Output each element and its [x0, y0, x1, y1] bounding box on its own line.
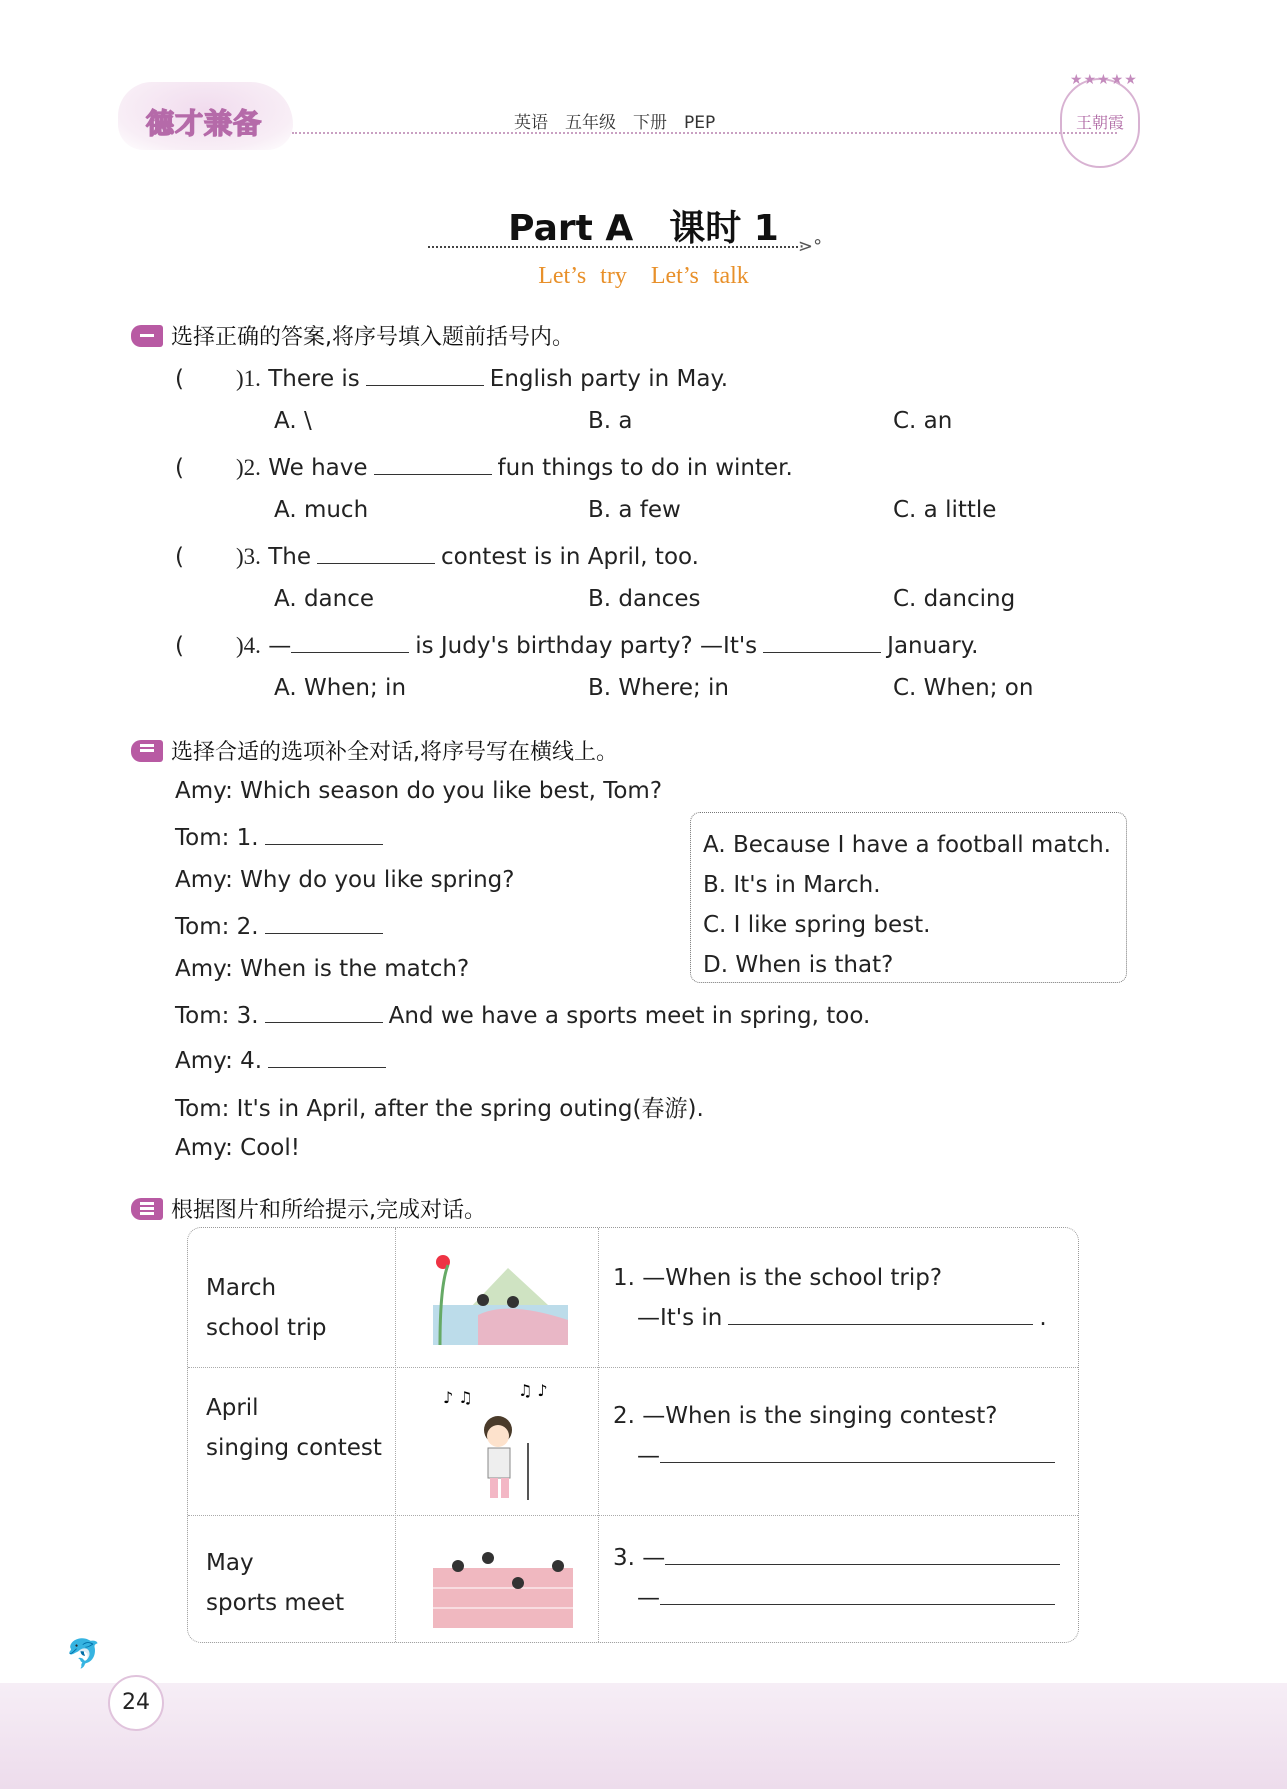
- answer-paren: (: [175, 366, 184, 392]
- question-text: is Judy's birthday party? —It's: [415, 633, 758, 659]
- school-trip-illustration: [428, 1250, 573, 1350]
- question-number: )4.: [235, 633, 261, 658]
- page-number: 24: [108, 1675, 164, 1731]
- dialogue-line: [175, 1135, 300, 1161]
- dialogue-line: [175, 778, 662, 804]
- stars-icon: ★★★★★: [1070, 72, 1138, 88]
- section-marker-three: [131, 1198, 163, 1220]
- question-4: [175, 631, 978, 659]
- question-text: —: [268, 633, 292, 659]
- answer-prefix: —: [637, 1443, 660, 1469]
- row-divider: [188, 1367, 1078, 1368]
- option-b: B. dances: [588, 586, 701, 612]
- dialogue-line: [175, 823, 389, 851]
- dialogue-line: [175, 912, 389, 940]
- dialogue-line: [175, 956, 469, 982]
- dialogue-text: Amy: 4.: [175, 1047, 263, 1074]
- question: 1. —When is the school trip?: [613, 1265, 943, 1291]
- question: 2. —When is the singing contest?: [613, 1403, 998, 1429]
- table-row-3-label: [206, 1543, 344, 1623]
- picture-table: [187, 1227, 1079, 1643]
- singing-contest-illustration: [433, 1378, 573, 1503]
- month: March: [206, 1275, 277, 1301]
- option-c: C. a little: [893, 497, 997, 523]
- question-blank[interactable]: [317, 542, 435, 564]
- question-text: fun things to do in winter.: [497, 455, 793, 481]
- dialogue-text: Tom: 1.: [175, 824, 259, 851]
- svg-text:♫ ♪: ♫ ♪: [518, 1381, 548, 1400]
- title-divider: [428, 246, 798, 248]
- question-text: We have: [268, 455, 368, 481]
- event: school trip: [206, 1315, 327, 1341]
- fish-icon: ⋗°: [798, 236, 823, 257]
- question-text: January.: [887, 633, 979, 659]
- answer-paren: (: [175, 544, 184, 570]
- answer-blank[interactable]: [728, 1303, 1033, 1325]
- question-1: [175, 364, 728, 392]
- question-2: [175, 453, 793, 481]
- dialogue-text: Tom: 3.: [175, 1003, 259, 1029]
- option-b: B. It's in March.: [703, 872, 881, 898]
- subject-line: 英语 五年级 下册 PEP: [514, 113, 716, 133]
- dialogue-text: Amy: Cool!: [175, 1134, 300, 1161]
- question-number: )3.: [235, 544, 261, 569]
- option-a: A. When; in: [274, 675, 407, 701]
- dialogue-text: And we have a sports meet in spring, too.: [388, 1003, 871, 1029]
- question-number: )2.: [235, 455, 261, 480]
- options-box: [690, 812, 1127, 983]
- dialogue-blank[interactable]: [268, 1046, 386, 1068]
- answer-blank[interactable]: [660, 1583, 1055, 1605]
- option-a: A. much: [274, 497, 369, 523]
- dolphin-icon: 🐬: [66, 1637, 101, 1670]
- month: May: [206, 1550, 254, 1576]
- dialogue-blank[interactable]: [265, 823, 383, 845]
- question-text: The: [268, 544, 311, 570]
- option-c: C. dancing: [893, 586, 1016, 612]
- question-text: contest is in April, too.: [441, 544, 699, 570]
- question-blank-2[interactable]: [763, 631, 881, 653]
- question-blank[interactable]: [291, 631, 409, 653]
- option-b: B. a few: [588, 497, 681, 523]
- section1-heading: 选择正确的答案,将序号填入题前括号内。: [131, 320, 574, 351]
- answer-paren: (: [175, 455, 184, 481]
- question-blank[interactable]: [665, 1543, 1060, 1565]
- month: April: [206, 1395, 259, 1421]
- option-a: A. dance: [274, 586, 375, 612]
- section-marker-two: [131, 740, 163, 762]
- page-title: Part A 课时 1: [508, 208, 779, 249]
- option-a: A. \: [274, 408, 312, 434]
- page-subtitle: Let’s try Let’s talk: [538, 263, 749, 289]
- dialogue-text: Amy: When is the match?: [175, 956, 470, 983]
- answer-end: .: [1039, 1305, 1047, 1331]
- table-row-2-label: [206, 1388, 382, 1468]
- answer-prefix: —: [637, 1585, 660, 1611]
- table-row-2-answer: [613, 1396, 1061, 1476]
- section-marker-one: [131, 325, 163, 347]
- answer-prefix: —It's in: [637, 1305, 723, 1331]
- option-d: D. When is that?: [703, 952, 894, 978]
- column-divider: [395, 1228, 396, 1642]
- event: sports meet: [206, 1590, 345, 1616]
- table-row-1-label: [206, 1268, 327, 1348]
- option-c: C. an: [893, 408, 953, 434]
- brand-logo: 德才兼备: [118, 82, 293, 150]
- dialogue-line: [175, 867, 515, 893]
- dialogue-text: Tom: It's in April, after the spring outing(春游).: [175, 1096, 704, 1123]
- dialogue-text: Amy: Which season do you like best, Tom?: [175, 778, 663, 804]
- dialogue-blank[interactable]: [265, 1001, 383, 1023]
- section3-heading: 根据图片和所给提示,完成对话。: [131, 1193, 486, 1224]
- table-row-3-answer: [613, 1538, 1066, 1618]
- event: singing contest: [206, 1435, 382, 1461]
- dialogue-blank[interactable]: [265, 912, 383, 934]
- question: 3. —: [613, 1545, 666, 1571]
- dialogue-text: Tom: 2.: [175, 913, 259, 940]
- table-row-1-answer: [613, 1258, 1047, 1338]
- question-blank[interactable]: [374, 453, 492, 475]
- answer-paren: (: [175, 633, 184, 659]
- question-3: [175, 542, 699, 570]
- question-blank[interactable]: [366, 364, 484, 386]
- dialogue-line: [175, 1046, 392, 1074]
- question-number: )1.: [235, 366, 261, 391]
- option-b: B. a: [588, 408, 633, 434]
- section2-heading: 选择合适的选项补全对话,将序号写在横线上。: [131, 735, 618, 766]
- author-seal: ★★★★★ 王朝霞: [1060, 78, 1140, 168]
- answer-blank[interactable]: [660, 1441, 1055, 1463]
- option-c: C. When; on: [893, 675, 1034, 701]
- option-c: C. I like spring best.: [703, 912, 931, 938]
- question-text: English party in May.: [489, 366, 729, 392]
- dialogue-text: Amy: Why do you like spring?: [175, 867, 515, 894]
- dialogue-line: [175, 1001, 870, 1029]
- question-text: There is: [268, 366, 360, 392]
- dialogue-line: [175, 1090, 704, 1123]
- svg-text:♪ ♫: ♪ ♫: [443, 1388, 473, 1407]
- sports-meet-illustration: [428, 1528, 578, 1633]
- row-divider: [188, 1515, 1078, 1516]
- option-a: A. Because I have a football match.: [703, 832, 1111, 858]
- option-b: B. Where; in: [588, 675, 729, 701]
- footer-band: [0, 1683, 1287, 1789]
- column-divider: [598, 1228, 599, 1642]
